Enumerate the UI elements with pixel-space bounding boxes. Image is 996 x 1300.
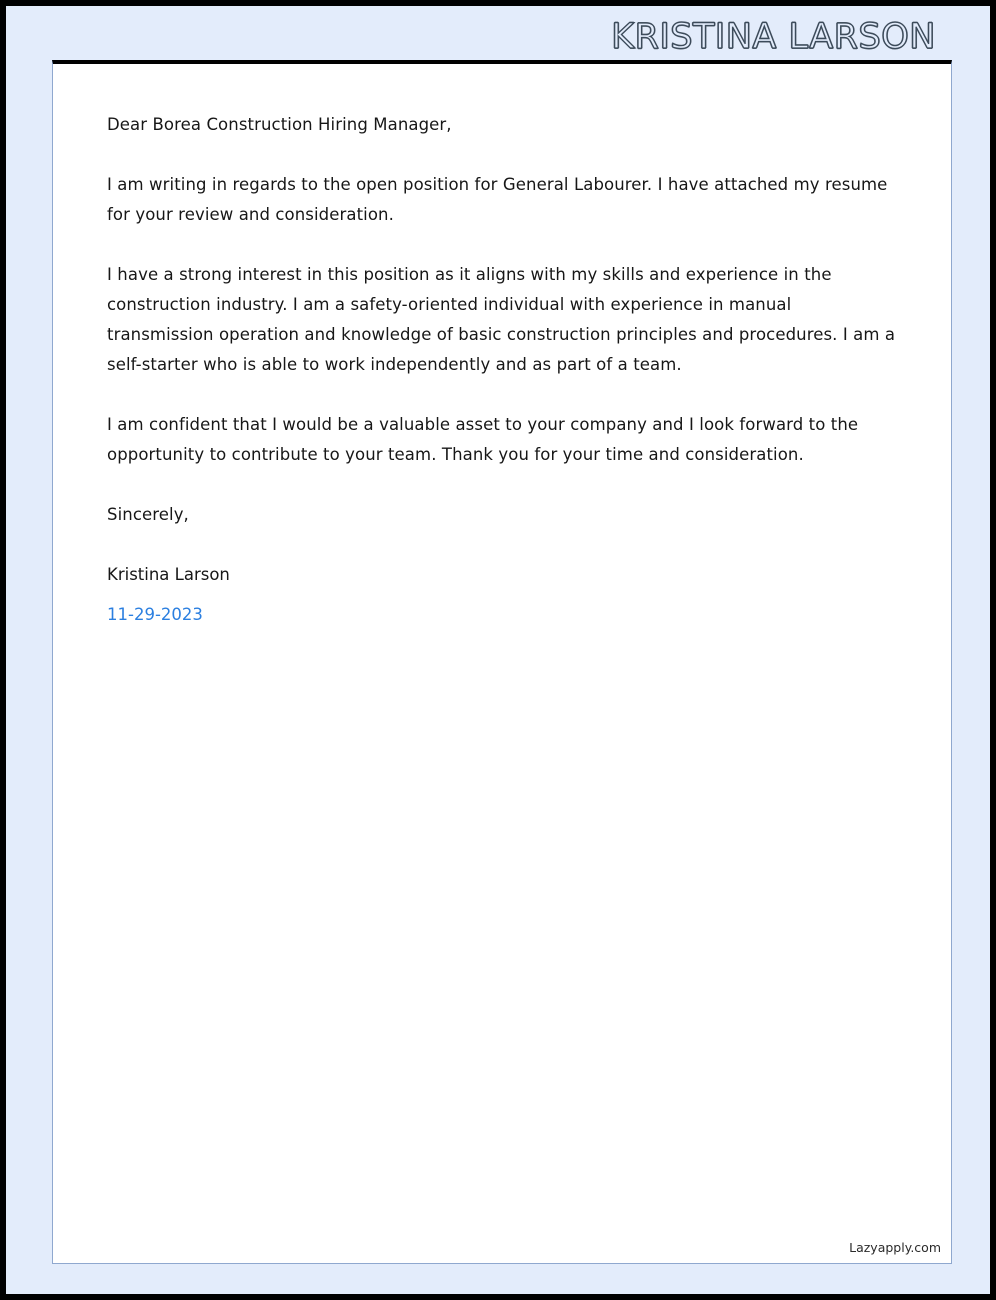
footer-brand-label: Lazyapply.com [849,1240,941,1255]
letter-date: 11-29-2023 [107,605,203,624]
letter-paragraph-2: I have a strong interest in this position as it aligns with my skills and experience in the construction industry. I am a safety-oriented individual with experience in manual transmission operation and knowledge of basic construction principles and procedures. I am a self-starter who is able to work independently and as part of a team. [107,265,896,374]
letter-sheet [52,60,952,1264]
document-header [12,12,984,56]
letter-paragraph-3: I am confident that I would be a valuable asset to your company and I look forward to the opportunity to contribute to your team. Thank you for your time and consideration. [107,415,859,464]
letter-signature-name: Kristina Larson [107,565,230,584]
letter-salutation: Dear Borea Construction Hiring Manager, [107,115,452,134]
cover-letter-body [53,64,951,630]
letter-closing: Sincerely, [107,505,189,524]
letter-paragraph-1: I am writing in regards to the open position for General Labourer. I have attached my resume for your review and consideration. [107,175,888,224]
page-title: KRISTINA LARSON [611,17,936,57]
